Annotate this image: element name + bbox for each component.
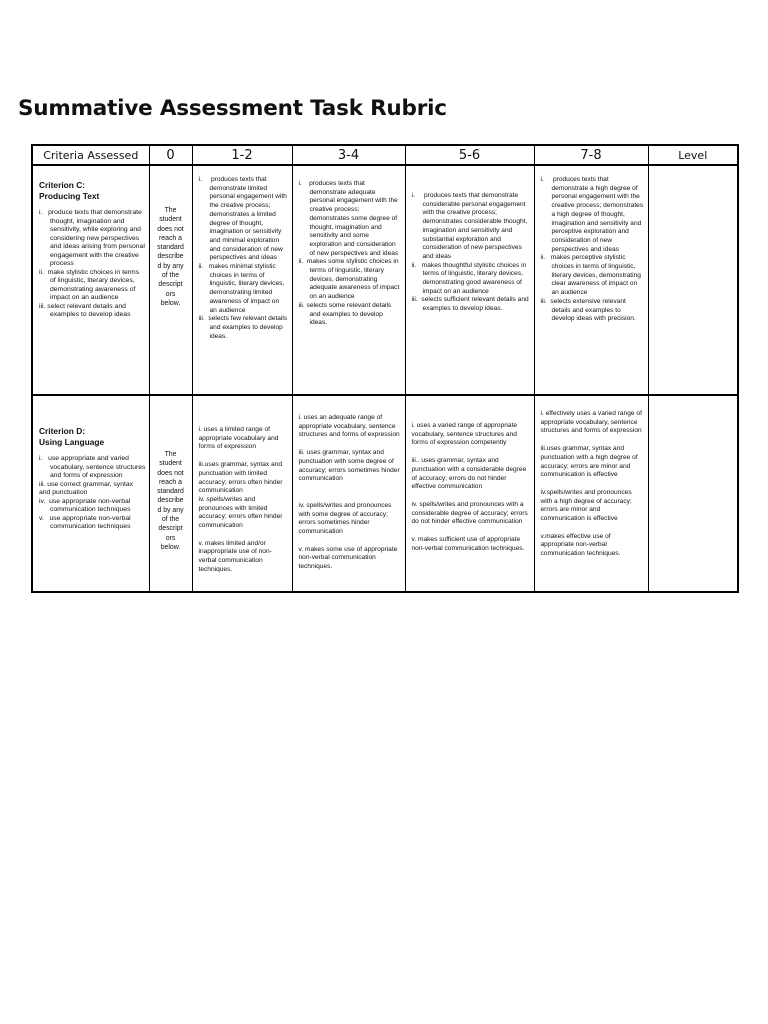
criterion-d-cell xyxy=(32,395,149,592)
criterion-c-strands xyxy=(39,209,146,320)
criterion-d-level-0-text: The student does not reach a standard describe d by any of the descript ors below. xyxy=(157,451,184,551)
header-level: Level xyxy=(648,145,738,165)
list-item: iii. use correct grammar, syntax and punctuation xyxy=(39,480,134,496)
list-item: i. effectively uses a varied range of appropriate vocabulary, sentence structures and forms of expression xyxy=(540,410,642,435)
list-item: iii. selects extensive relevant details and examples to develop ideas with precision. xyxy=(540,297,636,323)
criterion-d-level-7-8-cell xyxy=(534,395,648,592)
criterion-d-level-cell[interactable] xyxy=(648,395,738,592)
criterion-d-strands xyxy=(39,455,146,532)
list-item: i. uses a varied range of appropriate vocabulary, sentence structures and forms of expression competently xyxy=(411,422,518,447)
list-item: ii. makes some stylistic choices in terms of linguistic, literary devices, demonstrating adequate awareness of impact on an audience xyxy=(298,258,400,301)
criterion-c-cell xyxy=(32,165,149,395)
list-item: iii. uses grammar, syntax and punctuation with some degree of accuracy; errors sometimes hinder communication xyxy=(298,449,400,483)
criterion-d-level-0-cell xyxy=(149,395,192,592)
list-item: iii.uses grammar, syntax and punctuation with limited accuracy; errors often hinder communication xyxy=(198,461,283,495)
criterion-c-level-5-6-cell xyxy=(405,165,534,395)
criterion-c-level-3-4-cell xyxy=(292,165,405,395)
criterion-d-row xyxy=(32,395,738,592)
list-item: v.makes effective use of appropriate non-verbal communication techniques. xyxy=(540,532,621,558)
list-item: iv. use appropriate non-verbal communication techniques xyxy=(39,497,131,513)
criterion-c-row xyxy=(32,165,738,395)
list-item: iii. selects sufficient relevant details and examples to develop ideas. xyxy=(411,296,529,313)
criterion-c-name: Criterion C: Producing Text xyxy=(39,180,100,201)
list-item: iii. selects few relevant details and examples to develop ideas. xyxy=(198,315,288,340)
list-item: iii.uses grammar, syntax and punctuation with a high degree of accuracy; errors are minor and communication is effective xyxy=(540,445,638,479)
list-item: i. produces texts that demonstrate limited personal engagement with the creative process; demonstrates a limited degree of thought, imagination or sensitivity and minimal exploration and consideration of new perspectives and ideas xyxy=(198,176,287,262)
list-item: ii. makes thoughtful stylistic choices in terms of linguistic, literary devices, demonstrating good awareness of impact on an audience xyxy=(411,261,527,295)
criterion-c-level-0-cell xyxy=(149,165,192,395)
criterion-c-level-1-2-cell xyxy=(192,165,292,395)
header-level-3-4: 3-4 xyxy=(292,145,405,165)
list-item: i. produces texts that demonstrate considerable personal engagement with the creative process; demonstrates considerable thought, imagination and sensitivity and substantial exploration and consideration of new perspectives and ideas xyxy=(411,192,528,260)
list-item: ii. makes minimal stylistic choices in terms of linguistic, literary devices, demonstrating limited awareness of impact on an audience xyxy=(198,263,285,314)
list-item: i. uses an adequate range of appropriate vocabulary, sentence structures and forms of expression xyxy=(298,414,400,439)
list-item: iv.spells/writes and pronounces with a high degree of accuracy; errors are minor and communication is effective xyxy=(540,488,632,523)
header-criteria-assessed: Criteria Assessed xyxy=(32,145,149,165)
list-item: iv. spells/writes and pronounces with a considerable degree of accuracy; errors do not hinder effective communication xyxy=(411,500,528,526)
criterion-d-level-3-4-cell xyxy=(292,395,405,592)
list-item: i. uses a limited range of appropriate vocabulary and forms of expression xyxy=(198,426,279,451)
list-item: iii. select relevant details and examples to develop ideas xyxy=(39,302,131,318)
header-level-7-8: 7-8 xyxy=(534,145,648,165)
header-level-1-2: 1-2 xyxy=(192,145,292,165)
list-item: i. use appropriate and varied vocabulary, sentence structures and forms of expression xyxy=(39,455,146,479)
list-item: iii. selects some relevant details and examples to develop ideas. xyxy=(298,301,392,327)
list-item: v. makes sufficient use of appropriate non-verbal communication techniques. xyxy=(411,536,525,552)
criterion-d-level-1-2-cell xyxy=(192,395,292,592)
page-title: Summative Assessment Task Rubric xyxy=(18,96,447,121)
criterion-d-name: Criterion D: Using Language xyxy=(39,426,105,447)
header-level-0: 0 xyxy=(149,145,192,165)
rubric-table xyxy=(31,144,739,593)
list-item: ii. makes perceptive stylistic choices in terms of linguistic, literary devices, demonstrating clear awareness of impact on an audience xyxy=(540,254,641,297)
header-level-5-6: 5-6 xyxy=(405,145,534,165)
list-item: iii.. uses grammar, syntax and punctuation with a considerable degree of accuracy; errors do not hinder effective communication xyxy=(411,457,527,491)
list-item: i. produces texts that demonstrate a high degree of personal engagement with the creative process; demonstrates a high degree of thought, imagination and sensitivity and perceptive exploration and consideration of new perspectives and ideas xyxy=(540,176,644,253)
criterion-c-level-cell[interactable] xyxy=(648,165,738,395)
list-item: iv. spells/writes and pronounces with some degree of accuracy; errors sometimes hinder communication xyxy=(298,501,392,536)
list-item: v. makes limited and/or inappropriate use of non-verbal communication techniques. xyxy=(198,539,272,573)
criterion-c-level-0-text: The student does not reach a standard describe d by any of the descript ors below. xyxy=(157,207,184,307)
criterion-d-level-5-6-cell xyxy=(405,395,534,592)
criterion-c-level-7-8-cell xyxy=(534,165,648,395)
list-item: v. use appropriate non-verbal communication techniques xyxy=(39,514,131,530)
list-item: iv. spells/writes and pronounces with limited accuracy; errors often hinder communication xyxy=(198,495,283,530)
list-item: i. produces texts that demonstrate adequate personal engagement with the creative process; demonstrates some degree of thought, imagination and sensitivity and some exploration and consideration of new perspectives and ideas xyxy=(298,180,399,257)
list-item: i. produce texts that demonstrate thought, imagination and sensitivity, while exploring and considering new perspectives and ideas arising from personal engagement with the creative process xyxy=(39,209,145,267)
list-item: ii. make stylistic choices in terms of linguistic, literary devices, demonstrating awareness of impact on an audience xyxy=(39,268,140,301)
header-row xyxy=(32,145,738,165)
list-item: v. makes some use of appropriate non-verbal communication techniques. xyxy=(298,545,398,571)
